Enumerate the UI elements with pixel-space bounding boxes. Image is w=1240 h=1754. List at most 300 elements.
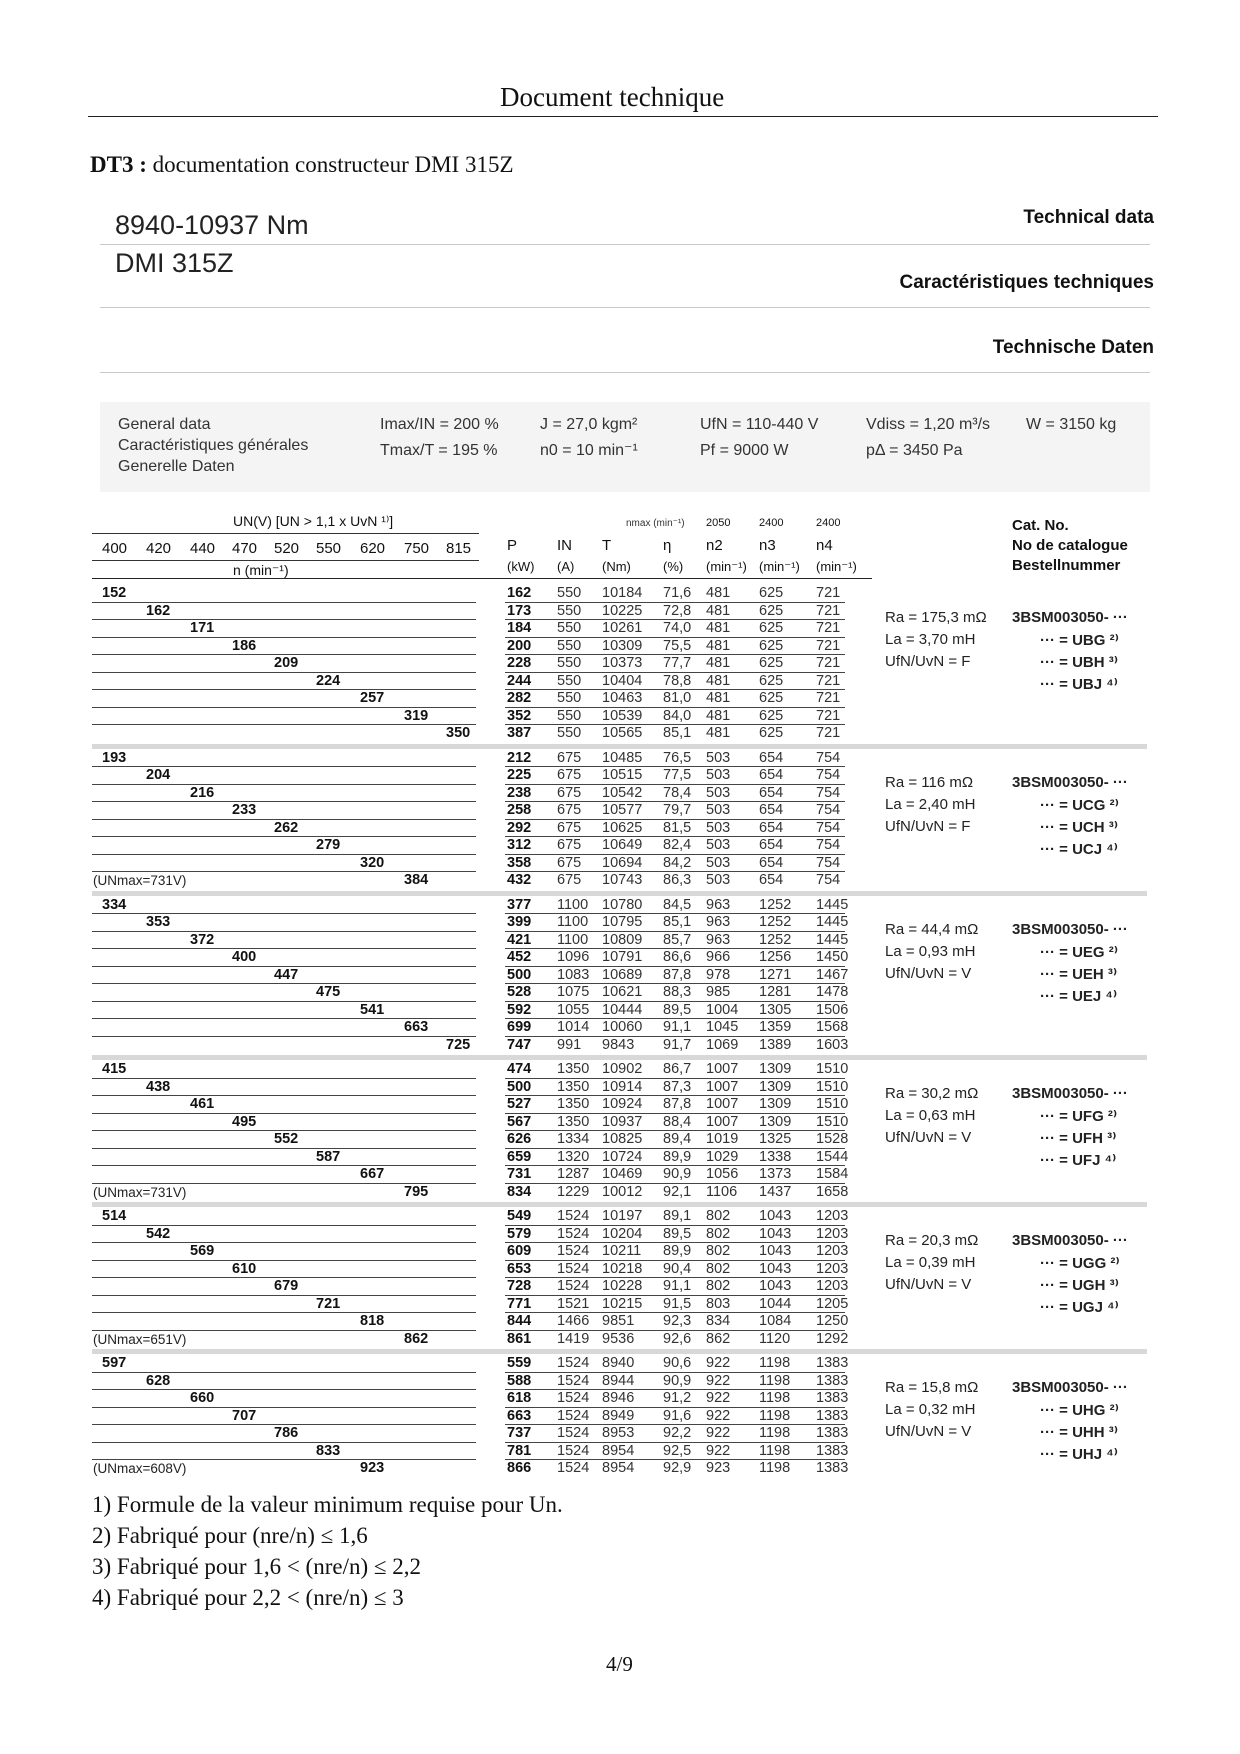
data-cell: 985 [706,984,731,1000]
column-unit: (min⁻¹) [759,559,800,574]
data-cell: 1524 [557,1208,590,1224]
data-cell: 10218 [602,1260,643,1277]
data-cell: 654 [759,767,784,783]
data-cell: 312 [507,837,532,853]
data-cell: 1383 [816,1442,849,1459]
data-cell: 10795 [602,914,643,930]
data-cell: 1524 [557,1390,590,1406]
data-cell: 625 [759,690,784,706]
data-cell: 212 [507,749,532,766]
data-cell: 1383 [816,1390,849,1406]
rated-speed-value: 795 [404,1183,429,1200]
data-cell: 1467 [816,966,849,983]
catalogue-variant: ··· = UBG ²⁾ [1040,632,1119,649]
catalogue-variant: ··· = UEJ ⁴⁾ [1040,987,1118,1005]
data-cell: 625 [759,637,784,654]
data-cell: 173 [507,602,532,619]
data-cell: 1524 [557,1407,590,1424]
data-cell: 88,3 [663,984,692,1000]
row-rule [92,948,476,949]
data-cell: 1203 [816,1278,849,1294]
data-cell: 76,5 [663,749,692,766]
footnote-1: 1) Formule de la valeur minimum requise pour Un. [92,1492,563,1517]
data-cell: 92,1 [663,1183,692,1200]
data-cell: 1007 [706,1096,739,1112]
data-cell: 10902 [602,1061,643,1077]
winding-param: UfN/UvN = V [885,1276,972,1293]
data-cell: 1083 [557,966,590,983]
data-cell: 9851 [602,1313,635,1329]
group-separator [92,891,1147,896]
data-cell: 1271 [759,966,792,983]
rated-speed-value: 514 [102,1208,127,1224]
data-cell: 84,5 [663,896,692,913]
data-cell: 503 [706,784,731,801]
data-cell: 625 [759,707,784,724]
data-cell: 1350 [557,1113,590,1130]
data-cell: 659 [507,1148,532,1165]
group-separator [92,1202,1147,1207]
voltage-header-750: 750 [404,540,430,557]
row-rule [92,931,476,932]
unmax-note: (UNmax=731V) [93,873,187,888]
field-voltage: UfN = 110-440 V [700,416,819,433]
data-cell: 481 [706,585,731,601]
nmax-label: nmax (min⁻¹) [626,518,685,529]
data-cell: 10309 [602,637,643,654]
data-cell: 78,4 [663,784,692,801]
winding-param: UfN/UvN = V [885,1423,972,1440]
column-unit: (A) [557,559,575,574]
data-cell: 77,7 [663,655,692,671]
data-cell: 550 [557,620,582,636]
row-rule [92,1165,476,1166]
data-cell: 10373 [602,655,643,671]
data-cell: 10625 [602,819,643,836]
document-header: Document technique [500,82,725,112]
data-cell: 90,9 [663,1166,692,1182]
data-cell: 978 [706,966,731,983]
data-cell: 1004 [706,1001,739,1018]
data-cell: 10649 [602,837,643,853]
winding-param: Ra = 30,2 mΩ [885,1085,979,1102]
data-cell: 550 [557,725,582,741]
data-cell: 1203 [816,1208,849,1224]
data-cell: 399 [507,914,532,930]
data-cell: 10515 [602,767,643,783]
section-title [90,152,514,178]
data-cell: 75,5 [663,637,692,654]
data-cell: 1309 [759,1078,792,1095]
data-cell: 71,6 [663,585,692,601]
data-cell: 1305 [759,1001,792,1018]
imax-ratio: Imax/IN = 200 % [380,416,499,433]
data-cell: 1198 [759,1460,791,1476]
data-cell: 1250 [816,1313,849,1329]
data-cell: 844 [507,1313,532,1329]
group-separator [92,1349,1147,1354]
data-cell: 754 [816,819,841,836]
data-cell: 834 [507,1183,532,1200]
data-cell: 567 [507,1113,532,1130]
data-cell: 1510 [816,1113,849,1130]
title-rule [100,307,1150,308]
catalogue-variant: ··· = UGH ³⁾ [1040,1277,1119,1294]
rated-speed-value: 679 [274,1278,299,1294]
data-cell: 1252 [759,896,792,913]
catalogue-number: 3BSM003050- ··· [1012,1379,1128,1396]
data-cell: 802 [706,1208,731,1224]
data-cell: 10780 [602,896,643,913]
group-separator [92,1055,1147,1060]
data-cell: 89,5 [663,1225,692,1242]
data-cell: 550 [557,585,582,601]
data-cell: 8953 [602,1425,635,1441]
data-cell: 625 [759,620,784,636]
data-cell: 966 [706,949,731,965]
column-unit: (min⁻¹) [816,559,857,574]
column-unit: (kW) [507,559,535,574]
data-cell: 802 [706,1243,731,1259]
base-speed: n0 = 10 min⁻¹ [540,442,638,459]
data-cell: 1309 [759,1113,792,1130]
data-cell: 1120 [759,1330,791,1347]
data-cell: 74,0 [663,620,692,636]
data-cell: 550 [557,655,582,671]
data-cell: 654 [759,802,784,818]
data-cell: 675 [557,784,582,801]
data-cell: 452 [507,949,532,965]
catalogue-variant: ··· = UBH ³⁾ [1040,654,1119,671]
data-cell: 89,1 [663,1208,692,1224]
rated-speed-value: 667 [360,1166,385,1182]
data-cell: 1450 [816,949,849,965]
data-cell: 1524 [557,1243,590,1259]
rated-speed-value: 786 [274,1425,299,1441]
data-cell: 87,8 [663,1096,692,1112]
rated-speed-value: 224 [316,672,341,689]
data-cell: 481 [706,620,731,636]
data-cell: 550 [557,707,582,724]
row-rule [92,836,476,837]
data-cell: 8949 [602,1407,635,1424]
catalogue-variant: ··· = UCJ ⁴⁾ [1040,840,1118,858]
rated-speed-value: 233 [232,802,257,818]
data-cell: 721 [816,602,841,619]
winding-param: La = 0,63 mH [885,1107,976,1124]
catalogue-variant: ··· = UCH ³⁾ [1040,818,1119,836]
data-cell: 77,5 [663,767,692,783]
data-cell: 1292 [816,1330,849,1347]
data-cell: 10485 [602,749,643,766]
data-cell: 503 [706,872,731,888]
data-cell: 10577 [602,802,643,818]
column-header: n4 [816,537,833,554]
data-cell: 91,7 [663,1036,692,1053]
data-cell: 1325 [759,1131,792,1147]
data-cell: 1007 [706,1113,739,1130]
voltage-header-400: 400 [102,540,128,557]
column-header: T [602,537,612,554]
data-cell: 1603 [816,1036,849,1053]
data-cell: 663 [507,1407,532,1424]
rated-speed-value: 707 [232,1407,257,1424]
data-cell: 1100 [557,914,589,930]
data-cell: 85,1 [663,914,692,930]
data-cell: 781 [507,1442,532,1459]
data-cell: 1069 [706,1036,739,1053]
data-cell: 282 [507,690,532,706]
data-cell: 91,2 [663,1390,692,1406]
un-formula: UN(V) [UN > 1,1 x UvN ¹⁾] [233,513,394,529]
data-cell: 963 [706,896,731,913]
data-cell: 10012 [602,1183,643,1200]
data-cell: 84,0 [663,707,692,724]
data-cell: 625 [759,725,784,741]
data-cell: 84,2 [663,854,692,871]
data-cell: 866 [507,1460,532,1476]
data-cell: 559 [507,1355,532,1371]
column-unit: (min⁻¹) [706,559,747,574]
data-cell: 731 [507,1166,532,1182]
data-cell: 88,4 [663,1113,692,1130]
data-cell: 1466 [557,1313,590,1329]
rated-speed-value: 334 [102,896,127,913]
data-cell: 1203 [816,1225,849,1242]
row-rule [92,637,476,638]
voltage-header-440: 440 [190,540,216,557]
rated-speed-value: 384 [404,872,429,888]
data-cell: 1203 [816,1243,849,1259]
row-rule [92,1407,476,1408]
data-cell: 10463 [602,690,643,706]
data-cell: 721 [816,725,841,741]
data-cell: 1350 [557,1061,590,1077]
data-cell: 1096 [557,949,590,965]
data-cell: 10204 [602,1225,643,1242]
data-cell: 10444 [602,1001,643,1018]
rated-speed-value: 725 [446,1036,471,1053]
data-cell: 1100 [557,931,589,948]
data-cell: 10914 [602,1078,643,1095]
data-cell: 10197 [602,1208,643,1224]
data-cell: 1309 [759,1061,792,1077]
data-cell: 200 [507,637,532,654]
rated-speed-value: 186 [232,637,257,654]
data-cell: 625 [759,602,784,619]
data-cell: 10621 [602,984,643,1000]
rated-speed-value: 818 [360,1313,385,1329]
field-power: Pf = 9000 W [700,442,789,459]
cat-header-en: Cat. No. [1012,517,1069,534]
rated-speed-value: 171 [190,620,215,636]
data-cell: 1007 [706,1078,739,1095]
data-cell: 754 [816,767,841,783]
data-cell: 1350 [557,1096,590,1112]
data-cell: 1524 [557,1260,590,1277]
row-rule [92,801,476,802]
general-label-en: General data [118,416,211,433]
data-cell: 92,5 [663,1442,692,1459]
data-cell: 1510 [816,1096,849,1112]
data-cell: 1043 [759,1278,792,1294]
rated-speed-value: 438 [146,1078,171,1095]
rated-speed-value: 193 [102,749,127,766]
data-cell: 1100 [557,896,589,913]
data-cell: 87,3 [663,1078,692,1095]
data-cell: 91,1 [663,1278,692,1294]
torque-range: 8940-10937 Nm [115,210,309,240]
data-cell: 1383 [816,1407,849,1424]
data-cell: 92,6 [663,1330,692,1347]
data-cell: 1524 [557,1460,590,1476]
rated-speed-value: 279 [316,837,341,853]
data-cell: 1007 [706,1061,739,1077]
data-cell: 503 [706,854,731,871]
data-cell: 10924 [602,1096,643,1112]
header-rule [92,533,479,534]
rated-speed-value: 216 [190,784,215,801]
data-cell: 474 [507,1061,532,1077]
data-cell: 86,6 [663,949,692,965]
catalogue-number: 3BSM003050- ··· [1012,920,1128,938]
title-rule [100,244,1150,245]
data-cell: 1019 [706,1131,739,1147]
nmax-value: 2400 [759,517,784,529]
page-number: 4/9 [606,1652,633,1676]
winding-param: UfN/UvN = F [885,653,971,670]
data-cell: 675 [557,872,582,888]
data-cell: 89,9 [663,1148,692,1165]
data-cell: 1437 [759,1183,792,1200]
data-cell: 500 [507,966,532,983]
title-rule [100,372,1150,373]
rated-speed-value: 660 [190,1390,215,1406]
data-cell: 737 [507,1425,532,1441]
data-cell: 1044 [759,1295,792,1312]
data-cell: 1043 [759,1225,792,1242]
data-cell: 1383 [816,1355,849,1371]
data-cell: 802 [706,1225,731,1242]
data-cell: 721 [816,637,841,654]
row-rule [92,1148,476,1149]
data-cell: 10791 [602,949,643,965]
inertia: J = 27,0 kgm² [540,416,638,433]
data-cell: 1014 [557,1019,590,1035]
row-rule [92,1001,476,1002]
rated-speed-value: 542 [146,1225,171,1242]
row-rule [92,672,476,673]
rated-speed-value: 923 [360,1460,385,1476]
data-cell: 10261 [602,620,643,636]
data-cell: 10539 [602,707,643,724]
nmax-value: 2050 [706,517,731,529]
rated-speed-value: 350 [446,725,471,741]
data-cell: 922 [706,1425,731,1441]
data-cell: 481 [706,602,731,619]
rated-speed-value: 162 [146,602,171,619]
data-cell: 721 [816,707,841,724]
data-cell: 754 [816,854,841,871]
data-cell: 1055 [557,1001,590,1018]
data-cell: 922 [706,1407,731,1424]
column-header: n2 [706,537,723,554]
rated-speed-value: 320 [360,854,385,871]
header-divider [88,116,1158,117]
data-cell: 91,1 [663,1019,692,1035]
data-cell: 699 [507,1019,532,1035]
row-rule [92,1389,476,1390]
data-cell: 625 [759,655,784,671]
row-rule [92,724,476,725]
data-cell: 503 [706,837,731,853]
voltage-header-815: 815 [446,540,472,557]
rated-speed-value: 400 [232,949,257,965]
data-cell: 1252 [759,914,792,930]
data-cell: 550 [557,602,582,619]
data-cell: 1506 [816,1001,849,1018]
data-cell: 10743 [602,872,643,888]
data-cell: 1510 [816,1061,849,1077]
data-cell: 377 [507,896,532,913]
row-rule [92,1442,476,1443]
pressure-drop: pΔ = 3450 Pa [866,442,963,459]
data-cell: 10211 [602,1243,642,1259]
data-cell: 92,2 [663,1425,692,1441]
data-cell: 1043 [759,1243,792,1259]
data-cell: 81,0 [663,690,692,706]
group-separator [92,744,1147,749]
data-cell: 1043 [759,1208,792,1224]
data-cell: 90,6 [663,1355,692,1371]
data-cell: 358 [507,854,532,871]
winding-param: La = 0,32 mH [885,1401,976,1418]
data-cell: 10937 [602,1113,643,1130]
data-cell: 10225 [602,602,643,619]
catalogue-number: 3BSM003050- ··· [1012,609,1128,626]
data-cell: 618 [507,1390,532,1406]
data-cell: 1524 [557,1355,590,1371]
winding-param: La = 3,70 mH [885,631,976,648]
data-cell: 579 [507,1225,532,1242]
voltage-header-470: 470 [232,540,258,557]
catalogue-variant: ··· = UHH ³⁾ [1040,1424,1119,1441]
catalogue-number: 3BSM003050- ··· [1012,773,1128,791]
rated-speed-value: 209 [274,655,299,671]
data-cell: 1373 [759,1166,792,1182]
cat-header-fr: No de catalogue [1012,537,1128,554]
data-cell: 89,4 [663,1131,692,1147]
column-unit: (Nm) [602,559,631,574]
footnote-2: 2) Fabriqué pour (nre/n) ≤ 1,6 [92,1523,368,1548]
data-cell: 803 [706,1295,731,1312]
data-cell: 922 [706,1372,731,1389]
data-cell: 432 [507,872,532,888]
data-cell: 10060 [602,1019,643,1035]
catalogue-variant: ··· = UEG ²⁾ [1040,943,1119,961]
data-cell: 1198 [759,1372,791,1389]
data-cell: 654 [759,837,784,853]
data-cell: 79,7 [663,802,692,818]
data-cell: 8954 [602,1442,635,1459]
data-cell: 625 [759,585,784,601]
data-cell: 10228 [602,1278,643,1294]
rated-speed-value: 628 [146,1372,171,1389]
data-cell: 1198 [759,1425,791,1441]
row-rule [92,1036,476,1037]
catalogue-variant: ··· = UGJ ⁴⁾ [1040,1299,1119,1316]
data-cell: 675 [557,854,582,871]
